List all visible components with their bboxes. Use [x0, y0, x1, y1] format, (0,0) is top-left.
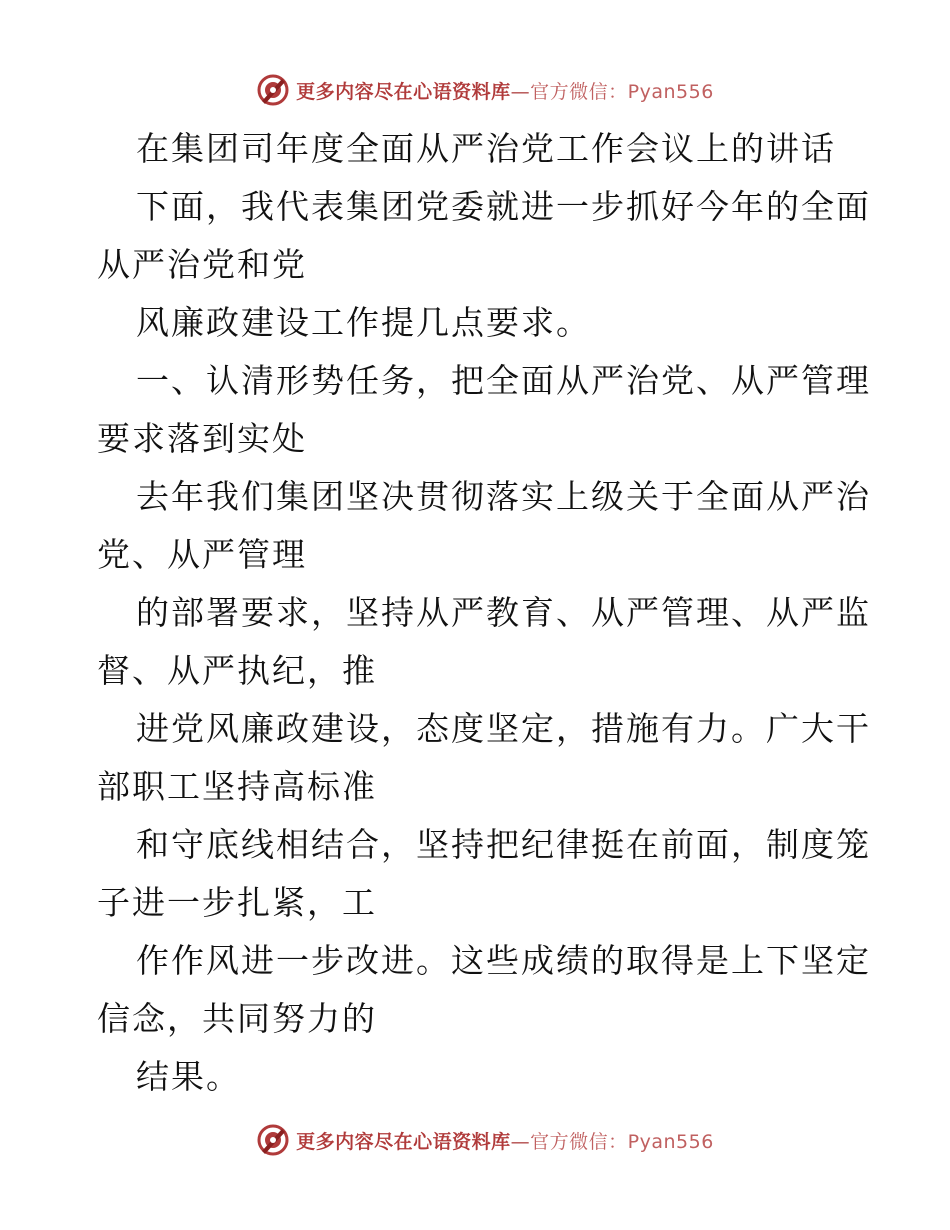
paragraph-line: 子进一步扎紧，工 — [97, 883, 377, 922]
banner-dash: — — [510, 1130, 531, 1153]
site-name: 更多内容尽在心语资料库 — [296, 80, 511, 103]
pen-seal-logo-icon — [256, 1123, 290, 1157]
wechat-id: 官方微信：Pyan556 — [530, 80, 714, 103]
paragraph-line: 党、从严管理 — [97, 535, 307, 574]
paragraph-line: 作作风进一步改进。这些成绩的取得是上下坚定 — [136, 941, 871, 980]
section-heading-continued: 要求落到实处 — [97, 419, 307, 458]
paragraph-line: 下面，我代表集团党委就进一步抓好今年的全面 — [136, 187, 871, 226]
document-body — [97, 120, 871, 1106]
pen-seal-logo-icon — [256, 73, 290, 107]
banner-dash: — — [510, 80, 531, 103]
paragraph-line: 结果。 — [136, 1057, 241, 1096]
footer-banner — [0, 1120, 950, 1160]
paragraph-line: 部职工坚持高标准 — [97, 767, 377, 806]
paragraph-line: 督、从严执纪，推 — [97, 651, 377, 690]
site-name: 更多内容尽在心语资料库 — [296, 1130, 511, 1153]
wechat-id: 官方微信：Pyan556 — [530, 1130, 714, 1153]
paragraph-line: 的部署要求，坚持从严教育、从严管理、从严监 — [136, 593, 871, 632]
document-title: 在集团司年度全面从严治党工作会议上的讲话 — [136, 129, 836, 168]
paragraph-line: 和守底线相结合，坚持把纪律挺在前面，制度笼 — [136, 825, 871, 864]
paragraph-line: 信念，共同努力的 — [97, 999, 377, 1038]
paragraph-line: 去年我们集团坚决贯彻落实上级关于全面从严治 — [136, 477, 871, 516]
paragraph-line: 进党风廉政建设，态度坚定，措施有力。广大干 — [136, 709, 871, 748]
header-banner — [0, 70, 950, 110]
banner-text — [296, 1127, 714, 1154]
paragraph-line: 风廉政建设工作提几点要求。 — [136, 303, 591, 342]
banner-text — [296, 77, 714, 104]
section-heading: 一、认清形势任务，把全面从严治党、从严管理 — [136, 361, 871, 400]
paragraph-line: 从严治党和党 — [97, 245, 307, 284]
